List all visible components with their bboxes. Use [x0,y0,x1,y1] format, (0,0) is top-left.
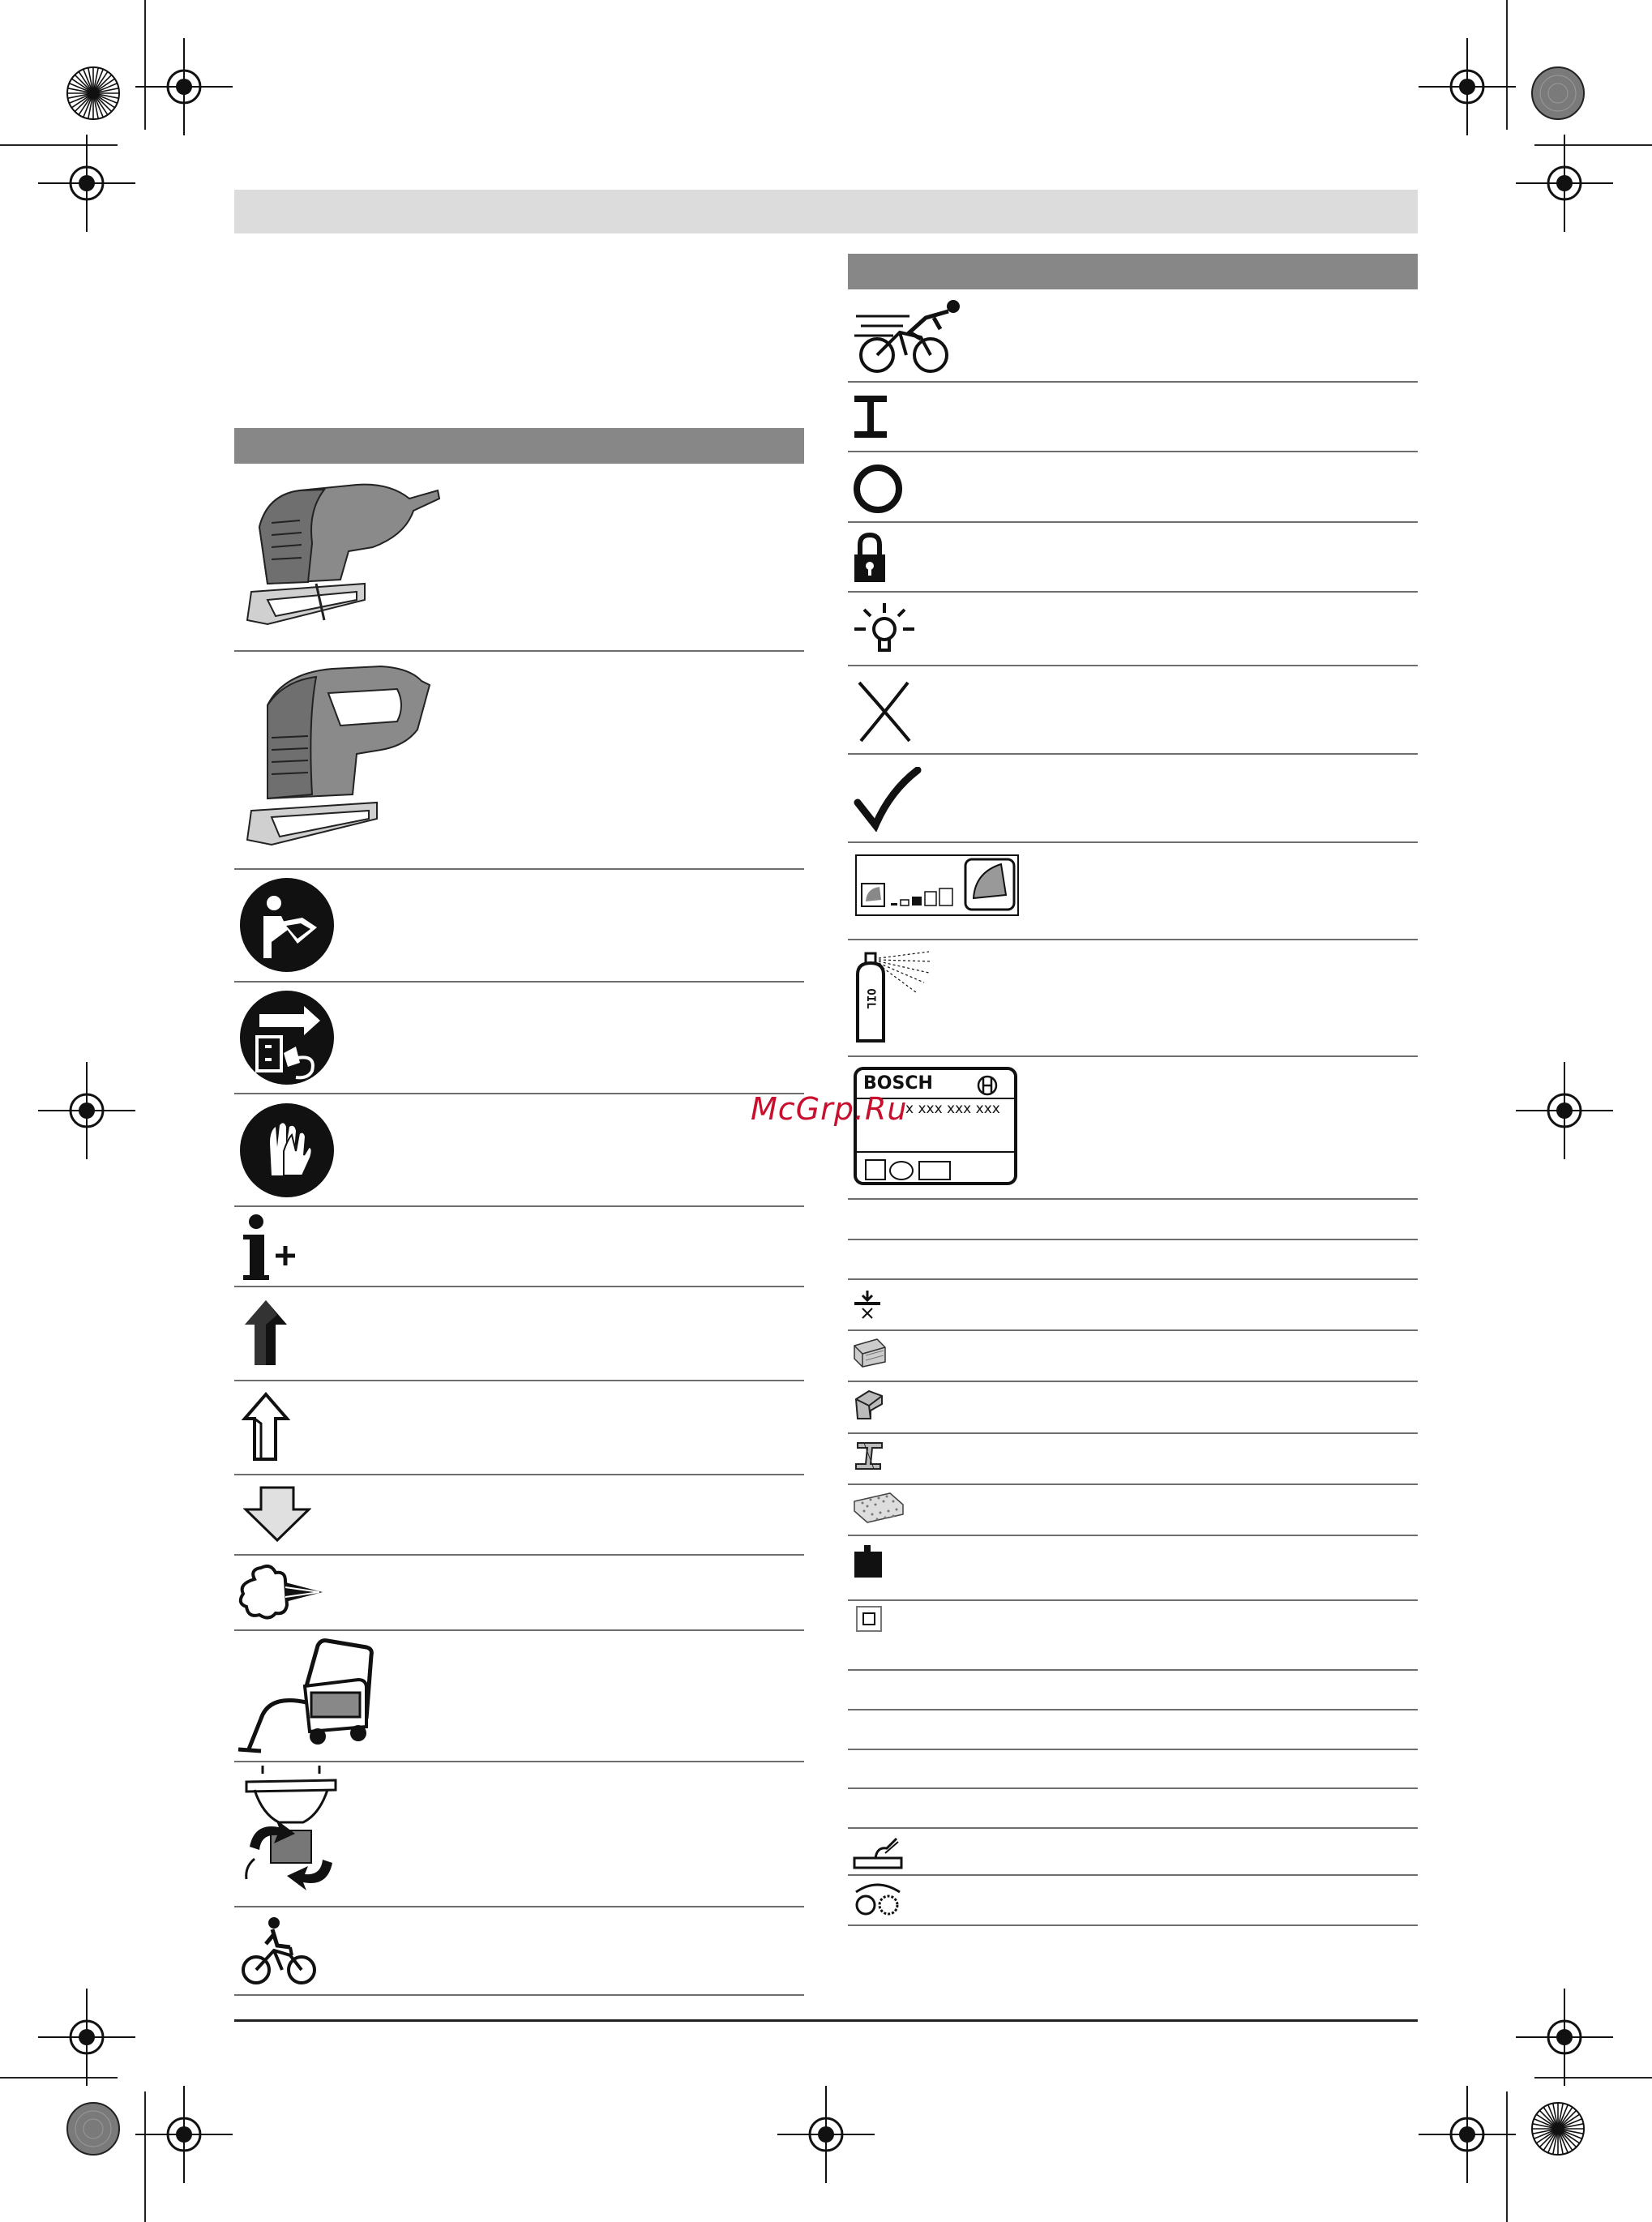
unplug-icon [239,990,335,1085]
cyclist-icon [242,1915,319,1988]
gloves-icon [239,1102,335,1198]
watermark-text: McGrp.Ru [751,1091,908,1127]
speed-setting-icon [855,854,1020,916]
arrow-up-outline-icon [242,1391,290,1464]
weight-icon [853,1543,884,1579]
rating-plate-number: x xxx xxx xxx [905,1101,1000,1117]
footer-rule [234,2019,1418,2022]
bosch-logo-icon [977,1075,998,1096]
saw-blade-icon [853,1881,903,1918]
thickness-icon [853,1289,882,1320]
info-plus-icon [240,1214,301,1282]
read-manual-icon [239,877,335,973]
light-bulb-icon [853,602,916,660]
check-icon [853,767,922,832]
oil-label: OIL [864,988,877,1009]
rating-plate-brand: BOSCH [863,1073,933,1094]
jigsaw-icon [235,657,446,863]
vacuum-cleaner-icon [237,1638,383,1755]
fast-cyclist-icon [853,297,963,376]
cut-depth-icon [853,1835,903,1869]
arrow-down-icon [243,1485,311,1543]
lock-icon [853,532,887,584]
base-plate-rotate-icon [238,1766,344,1899]
metal-profile-icon [853,1388,887,1422]
right-section-bar [848,254,1418,289]
left-section-bar [234,428,804,464]
arrow-up-filled-icon [242,1297,290,1370]
cross-icon [853,679,914,743]
wood-icon [853,1338,887,1368]
off-switch-icon [853,464,903,514]
blower-icon [238,1565,327,1623]
on-switch-icon [853,394,888,439]
jigsaw-pendulum-icon [235,470,446,644]
particle-board-icon [853,1490,905,1526]
protection-class-icon [856,1606,882,1632]
steel-beam-icon [853,1440,887,1472]
oil-spray-icon [851,950,935,1047]
